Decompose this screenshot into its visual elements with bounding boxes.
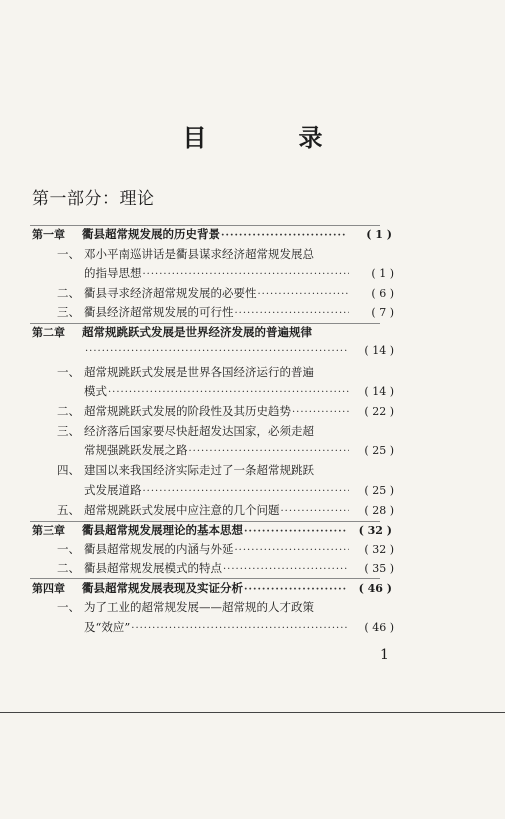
toc-entry-page: ( 32 ) [364, 543, 394, 556]
toc-entry-mark: 二、 [57, 404, 80, 418]
toc-entry-page: ( 25 ) [364, 444, 394, 457]
toc-entry-page: ( 22 ) [364, 405, 394, 418]
toc-entry-text: 衢县超常规发展的历史背景 [82, 227, 220, 241]
toc-entry-text: 邓小平南巡讲话是衢县谋求经济超常规发展总 [84, 247, 314, 261]
toc-entry [84, 442, 394, 458]
toc-entry-text: 为了工业的超常规发展——超常规的人才政策 [84, 600, 314, 614]
toc-entry [84, 383, 394, 399]
toc-entry-mark: 第一章 [32, 228, 65, 241]
toc-entry [32, 580, 392, 596]
toc-entry [54, 560, 394, 576]
leader-dots [143, 486, 350, 497]
toc-entry-page: ( 46 ) [364, 621, 394, 634]
leader-dots [235, 545, 350, 556]
toc-entry-mark: 二、 [57, 286, 80, 300]
leader-dots [85, 346, 349, 357]
toc-entry-page: ( 7 ) [371, 306, 394, 319]
toc-entry [32, 226, 392, 242]
toc-entry [54, 462, 394, 478]
toc-entry [54, 502, 394, 518]
toc-entry-mark: 一、 [57, 600, 80, 614]
toc-entry [84, 619, 394, 635]
toc-entry-mark: 一、 [57, 365, 80, 379]
toc-entry-mark: 第三章 [32, 524, 65, 537]
toc-entry-page: ( 46 ) [358, 582, 392, 595]
toc-entry [54, 246, 394, 262]
toc-entry-mark: 一、 [57, 542, 80, 556]
toc-entry-text: 衢县超常规发展表现及实证分析 [82, 581, 243, 595]
leader-dots [244, 584, 347, 595]
toc-entry [54, 403, 394, 419]
toc-entry-text: 经济落后国家要尽快赶超发达国家，必须走超 [84, 424, 314, 438]
toc-entry-mark: 三、 [57, 305, 80, 319]
chapter-rule [30, 578, 380, 579]
leader-dots [221, 230, 347, 241]
toc-entry-mark: 二、 [57, 561, 80, 575]
toc-entry-text: 常规强跳跃发展之路 [84, 443, 188, 457]
toc-entry [32, 324, 392, 340]
toc-entry-text: 式发展道路 [84, 483, 142, 497]
toc-entry-text: 超常规跳跃式发展的阶段性及其历史趋势 [84, 404, 291, 418]
toc-entry-page: ( 14 ) [364, 344, 394, 357]
toc-entry-text: 建国以来我国经济实际走过了一条超常规跳跃 [84, 463, 314, 477]
toc-entry-text: 超常规跳跃式发展是世界经济发展的普遍规律 [82, 325, 312, 339]
toc-entry-mark: 第二章 [32, 326, 65, 339]
toc-entry [32, 522, 392, 538]
toc-entry-page: ( 14 ) [364, 385, 394, 398]
toc-entry-mark: 五、 [57, 503, 80, 517]
toc-entry-page: ( 28 ) [364, 504, 394, 517]
toc-entry [54, 364, 394, 380]
leader-dots [189, 446, 350, 457]
leader-dots [223, 564, 349, 575]
toc-entry-text: 超常规跳跃式发展中应注意的几个问题 [84, 503, 280, 517]
toc-entry-text: 衢县超常规发展模式的特点 [84, 561, 222, 575]
leader-dots [258, 289, 350, 300]
toc-entry-mark: 第四章 [32, 582, 65, 595]
leader-dots [108, 387, 349, 398]
leader-dots [131, 623, 349, 634]
toc-entry-text: 衢县寻求经济超常规发展的必要性 [84, 286, 257, 300]
toc-entry-text: 模式 [84, 384, 107, 398]
toc-entry [54, 599, 394, 615]
toc-entry [84, 344, 394, 357]
toc-entry-text: 衢县超常规发展的内涵与外延 [84, 542, 234, 556]
toc-entry [54, 541, 394, 557]
toc-entry-page: ( 25 ) [364, 484, 394, 497]
toc-entry-text: 衢县超常规发展理论的基本思想 [82, 523, 243, 537]
toc-entry-text: 衢县经济超常规发展的可行性 [84, 305, 234, 319]
page-title: 目 录 [182, 123, 357, 152]
leader-dots [281, 506, 350, 517]
toc-entry-text: 及“效应” [84, 620, 131, 634]
toc-entry [84, 265, 394, 281]
bottom-rule [0, 712, 505, 713]
toc-entry-mark: 一、 [57, 247, 80, 261]
toc-entry [54, 423, 394, 439]
leader-dots [235, 308, 350, 319]
toc-entry [54, 285, 394, 301]
leader-dots [143, 269, 350, 280]
toc-entry-page: ( 32 ) [358, 524, 392, 537]
toc-entry [54, 304, 394, 320]
toc-entry-page: ( 1 ) [371, 267, 394, 280]
toc-entry-page: ( 6 ) [371, 287, 394, 300]
toc-entry [84, 482, 394, 498]
page-number: 1 [380, 647, 389, 663]
toc-entry-page: ( 1 ) [366, 228, 392, 241]
toc-entry-text: 的指导思想 [84, 266, 142, 280]
toc-entry-text: 超常规跳跃式发展是世界各国经济运行的普遍 [84, 365, 314, 379]
toc-entry-mark: 三、 [57, 424, 80, 438]
part-title: 第一部分：理论 [32, 189, 155, 209]
toc-entry-page: ( 35 ) [364, 562, 394, 575]
leader-dots [244, 526, 347, 537]
toc-entry-mark: 四、 [57, 463, 80, 477]
leader-dots [292, 407, 349, 418]
